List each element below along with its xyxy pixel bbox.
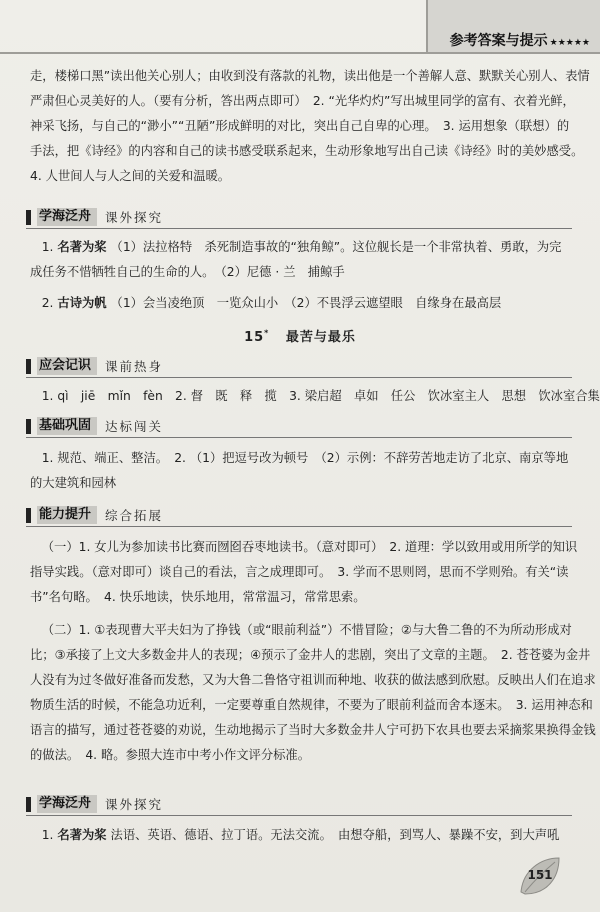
answer-line: 指导实践。（意对即可）谈自己的看法，言之成理即可。 3. 学而不思则罔，思而不学则殆。有关“读	[30, 565, 569, 579]
answer-line	[30, 291, 575, 316]
section-header-xuehai-1	[26, 208, 163, 226]
section-rule	[26, 377, 572, 378]
answer-text: （1）法拉格特 杀死制造事故的“独角鲸”。这位舰长是一个非常执着、勇敢，为完	[110, 240, 562, 254]
section-subtitle: 课外探究	[105, 797, 164, 812]
answer-line	[30, 235, 575, 260]
section-marker	[26, 797, 31, 812]
answer-line: 人没有为过冬做好准备而发愁，又为大鲁二鲁恪守祖训而种地、收获的做法感到欣慰。反映出人们在追求	[30, 673, 596, 687]
answer-text: 1. 规范、端正、整洁。 2. （1）把逗号改为顿号 （2）示例：不辞劳苦地走访了北京、南京等地	[41, 451, 569, 465]
answer-label: 古诗为帆	[57, 296, 107, 310]
header-rule	[0, 52, 430, 54]
answer-label: 名著为桨	[57, 828, 107, 842]
section-rule	[26, 526, 572, 527]
chapter-title: 15* 最苦与最乐	[244, 328, 356, 345]
section-title: 能力提升	[37, 506, 97, 524]
answer-line: 书”名句略。 4. 快乐地读，快乐地用，常常温习，常常思索。	[30, 590, 366, 604]
answer-line	[30, 823, 575, 848]
answer-text: 1. qì jiē mǐn fèn 2. 督 既 释 揽 3. 梁启超 卓如 任公 饮冰室主人 思想 饮冰室合集	[41, 389, 600, 403]
answer-line	[30, 260, 575, 285]
section-subtitle: 课前热身	[105, 359, 164, 374]
answer-text: （1）会当凌绝顶 一览众山小 （2）不畏浮云遮望眼 自缘身在最高层	[110, 296, 502, 310]
answer-label: 名著为桨	[57, 240, 107, 254]
header-title	[450, 30, 590, 50]
section3-content	[30, 446, 575, 496]
section-title: 学海泛舟	[37, 795, 97, 813]
section-rule	[26, 437, 572, 438]
section-rule	[26, 815, 572, 816]
text-line: 4. 人世间人与人之间的关爱和温暖。	[30, 169, 231, 183]
section4-content	[30, 535, 596, 768]
top-paragraph	[30, 64, 590, 189]
header-stars: ★★★★★	[549, 38, 590, 48]
section-header-jichu	[26, 417, 163, 435]
section-title: 学海泛舟	[37, 208, 97, 226]
section-header-xuehai-2	[26, 795, 163, 813]
section-title: 应会记识	[37, 357, 97, 375]
section-subtitle: 课外探究	[105, 210, 164, 225]
section-subtitle: 综合拓展	[105, 508, 164, 523]
answer-line	[30, 446, 575, 471]
answer-text: （一）1. 女儿为参加读书比赛而囫囵吞枣地读书。（意对即可） 2. 道理：学以致用或用所学的知识	[41, 540, 578, 554]
section5-content	[30, 823, 575, 848]
answer-line: 比；③承接了上文大多数金井人的表现；④预示了金井人的悲剧，突出了文章的主题。 2. 苍苍婆为金井	[30, 648, 591, 662]
answer-line: 物质生活的时候，不能急功近利，一定要尊重自然规律，不要为了眼前利益而舍本逐末。 3. 运用神态和	[30, 698, 593, 712]
section-header-yinghui	[26, 357, 163, 375]
page-number: 151	[527, 868, 553, 882]
answer-number: 1.	[41, 828, 54, 842]
section-marker	[26, 419, 31, 434]
text-line: 走，楼梯口黑”读出他关心别人；由收到没有落款的礼物，读出他是一个善解人意、默默关心别人、表情	[30, 69, 590, 83]
answer-text: （二）1. ①表现曹大平夫妇为了挣钱（或“眼前利益”）不惜冒险；②与大鲁二鲁的不为所动形成对	[41, 623, 572, 637]
section-marker	[26, 508, 31, 523]
answer-line	[30, 384, 600, 409]
answer-number: 1.	[41, 240, 54, 254]
section2-content	[30, 384, 600, 409]
answer-line: 语言的描写，通过苍苍婆的劝说，生动地揭示了当时大多数金井人宁可扔下农具也要去采摘浆果换得金钱	[30, 723, 596, 737]
section-header-nengli	[26, 506, 163, 524]
section1-content	[30, 235, 575, 316]
answer-text: 法语、英语、德语、拉丁语。无法交流。 由想夺船，到骂人、暴躁不安，到大声吼	[110, 828, 560, 842]
chapter-name: 最苦与最乐	[285, 330, 356, 345]
text-line: 严肃但心灵美好的人。（要有分析，答出两点即可） 2. “光华灼灼”写出城里同学的富有、衣着光鲜，	[30, 94, 575, 108]
text-line: 手法，把《诗经》的内容和自己的读书感受联系起来，生动形象地写出自己读《诗经》时的美妙感受。	[30, 144, 584, 158]
answer-number: 2.	[41, 296, 54, 310]
answer-line	[30, 618, 575, 643]
answer-line: 的大建筑和园林	[30, 476, 117, 490]
header-title-text: 参考答案与提示	[449, 33, 548, 49]
section-title: 基础巩固	[37, 417, 97, 435]
section-rule	[26, 228, 572, 229]
answer-text: 成任务不惜牺牲自己的生命的人。 （2）尼德 · 兰 捕鲸手	[30, 265, 345, 279]
answer-line: 的做法。 4. 略。参照大连市中考小作文评分标准。	[30, 748, 311, 762]
answer-line	[30, 535, 578, 560]
text-line: 神采飞扬，与自己的“渺小”“丑陋”形成鲜明的对比，突出自己自卑的心理。 3. 运用想象（联想）的	[30, 119, 570, 133]
section-marker	[26, 359, 31, 374]
chapter-number: 15	[244, 330, 265, 345]
section-subtitle: 达标闯关	[105, 419, 164, 434]
section-marker	[26, 210, 31, 225]
